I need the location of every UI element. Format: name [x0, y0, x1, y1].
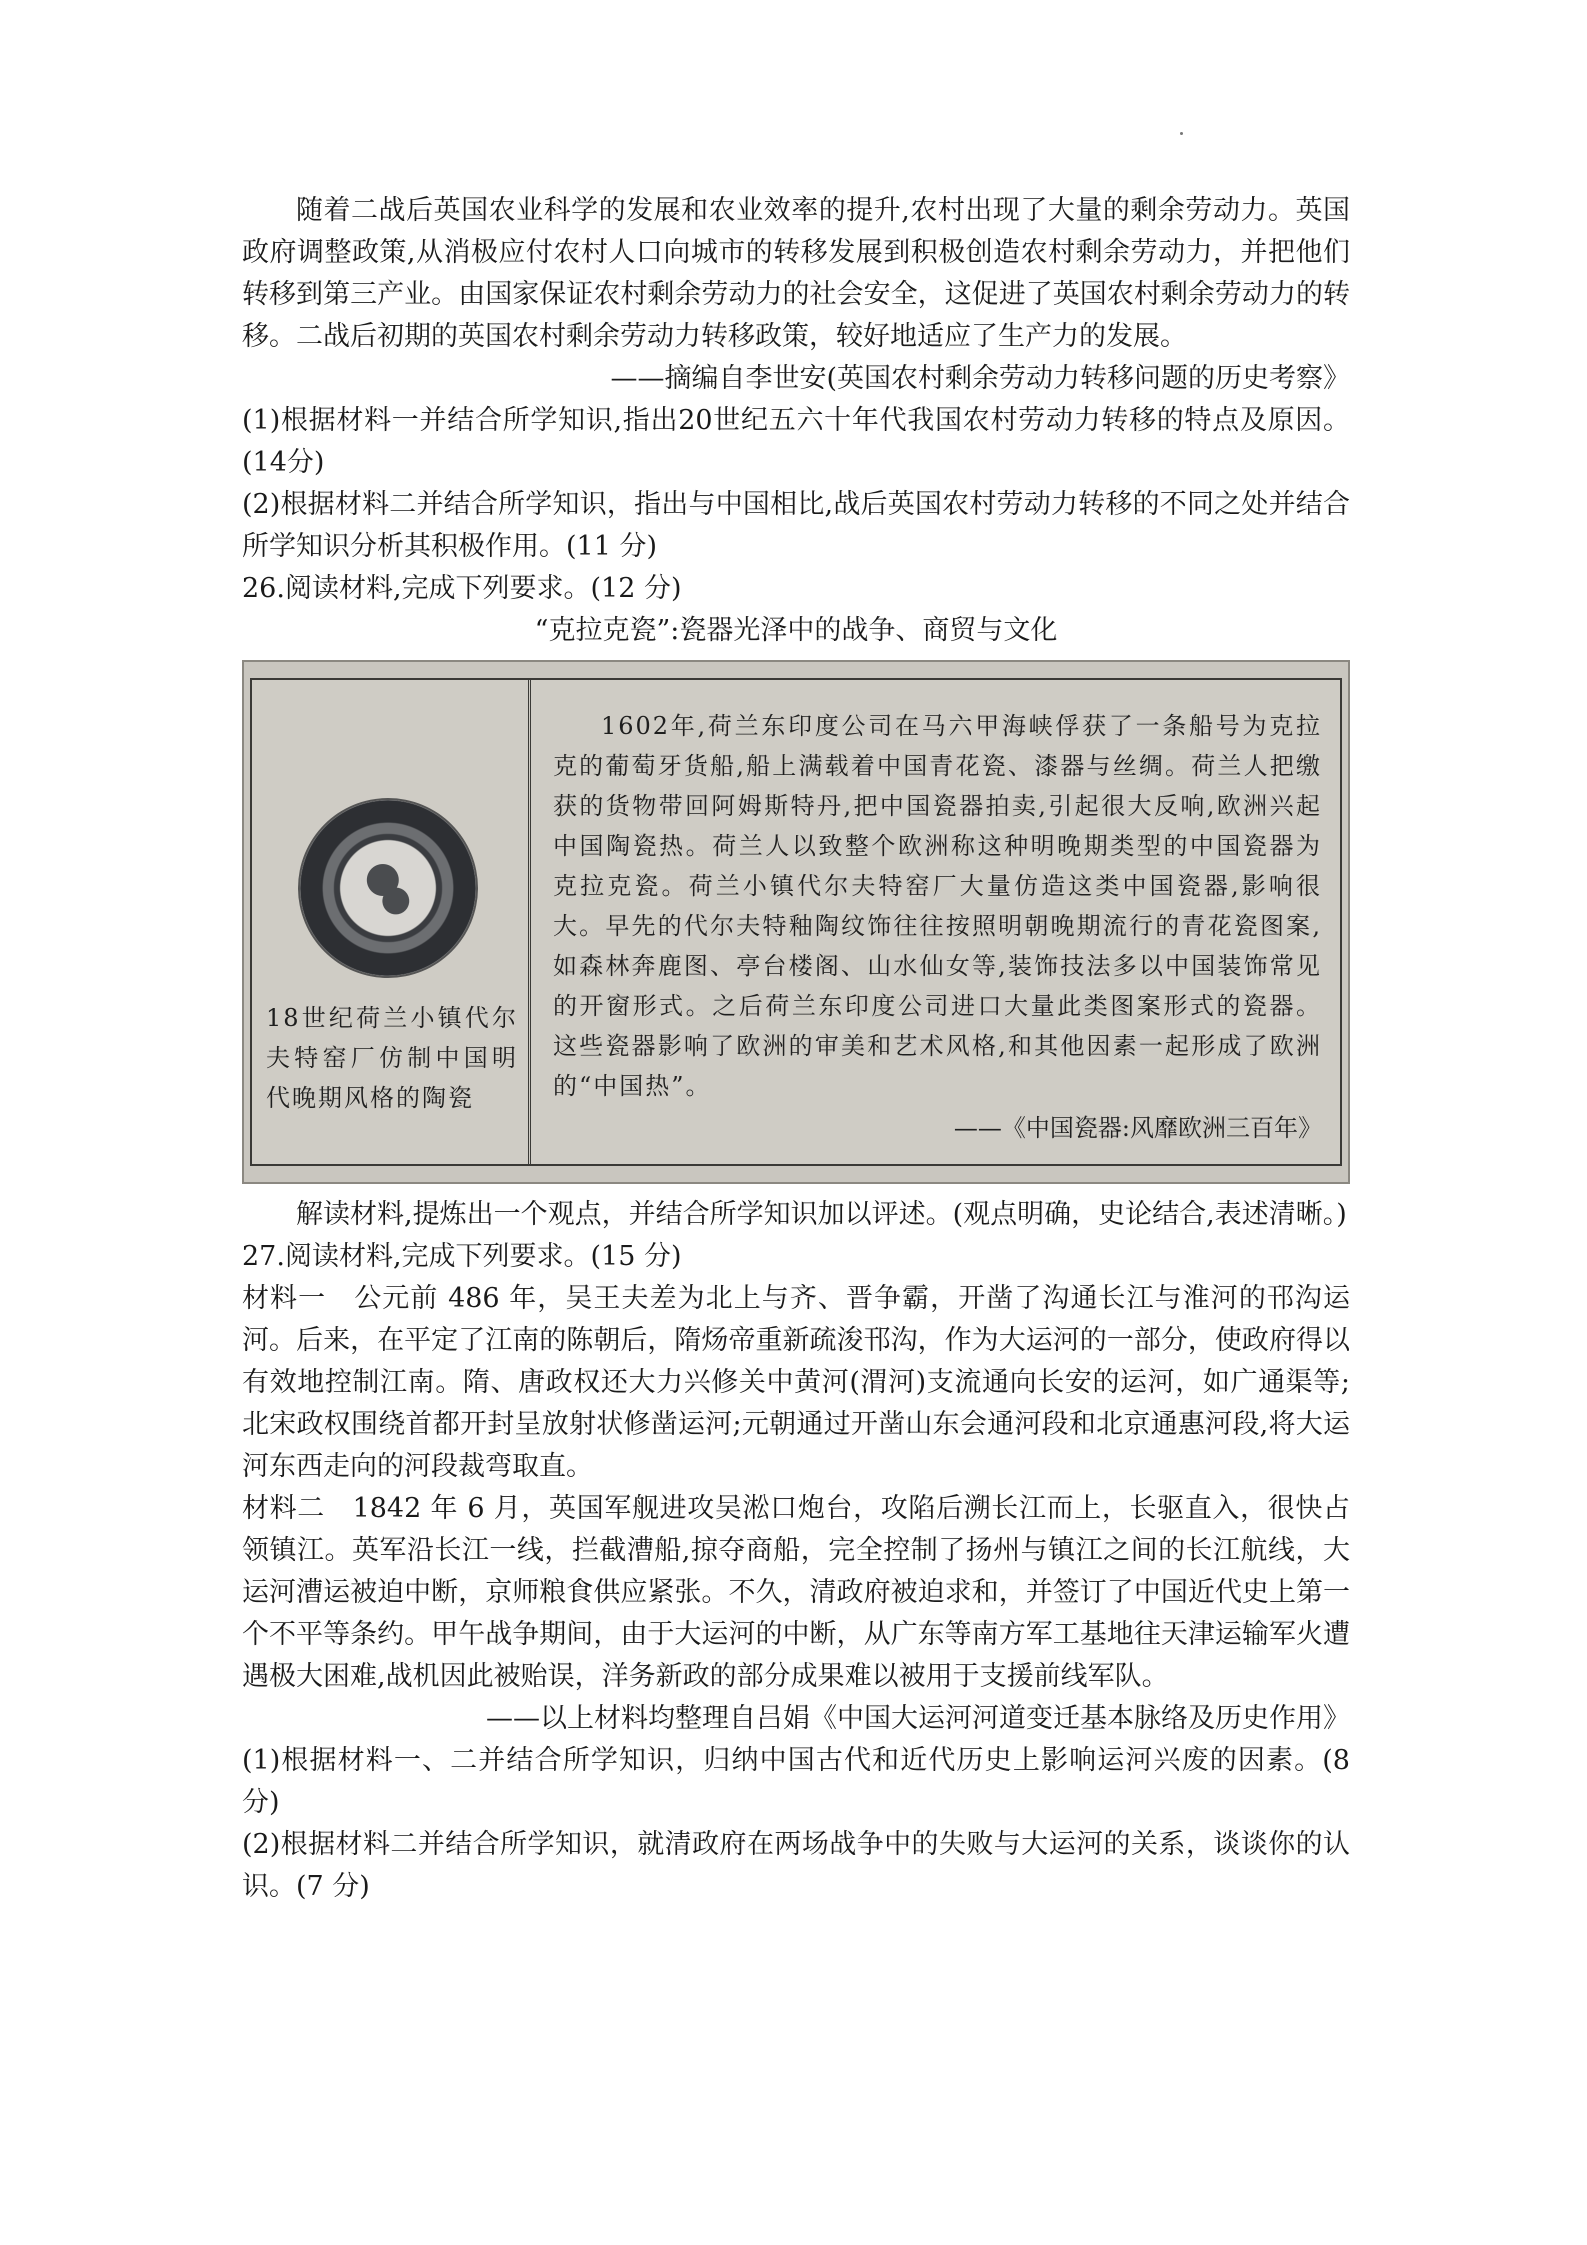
figure-frame [250, 678, 1342, 1166]
material-two-paragraph: 随着二战后英国农业科学的发展和农业效率的提升,农村出现了大量的剩余劳动力。英国政府调整政策,从消极应付农村人口向城市的转移发展到积极创造农村剩余劳动力，并把他们转移到第三产业。由国家保证农村剩余劳动力的社会安全，这促进了英国农村剩余劳动力的转移。二战后初期的英国农村剩余劳动力转移政策，较好地适应了生产力的发展。 [242, 195, 1350, 352]
question-26-heading: 26.阅读材料,完成下列要求。(12 分) [242, 573, 682, 604]
page-content [242, 190, 1350, 1908]
porcelain-figure [242, 660, 1350, 1184]
question-27-part-2: (2)根据材料二并结合所学知识，就清政府在两场战争中的失败与大运河的关系，谈谈你的认识。(7 分) [242, 1829, 1350, 1902]
question-27-part-1: (1)根据材料一、二并结合所学知识，归纳中国古代和近代历史上影响运河兴废的因素。(8 分) [242, 1745, 1350, 1818]
question-26-title: “克拉克瓷”:瓷器光泽中的战争、商贸与文化 [534, 615, 1058, 646]
figure-text: 1602年,荷兰东印度公司在马六甲海峡俘获了一条船号为克拉克的葡萄牙货船,船上满载着中国青花瓷、漆器与丝绸。荷兰人把缴获的货物带回阿姆斯特丹,把中国瓷器拍卖,引起很大反响,欧洲兴起中国陶瓷热。荷兰人以致整个欧洲称这种明晚期类型的中国瓷器为克拉克瓷。荷兰小镇代尔夫特窑厂大量仿造这类中国瓷器,影响很大。早先的代尔夫特釉陶纹饰往往按照明朝晚期流行的青花瓷图案,如森林奔鹿图、亭台楼阁、山水仙女等,装饰技法多以中国装饰常见的开窗形式。之后荷兰东印度公司进口大量此类图案形式的瓷器。这些瓷器影响了欧洲的审美和艺术风格,和其他因素一起形成了欧洲的“中国热”。 [553, 712, 1322, 1100]
question-25-part-2: (2)根据材料二并结合所学知识，指出与中国相比,战后英国农村劳动力转移的不同之处并结合所学知识分析其积极作用。(11 分) [242, 489, 1350, 562]
question-27-material-2: 材料二 1842 年 6 月，英国军舰进攻吴淞口炮台，攻陷后溯长江而上，长驱直入，很快占领镇江。英军沿长江一线，拦截漕船,掠夺商船，完全控制了扬州与镇江之间的长江航线，大运河漕运被迫中断，京师粮食供应紧张。不久，清政府被迫求和，并签订了中国近代史上第一个不平等条约。甲午战争期间，由于大运河的中断，从广东等南方军工基地往天津运输军火遭遇极大困难,战机因此被贻误，洋务新政的部分成果难以被用于支援前线军队。 [242, 1493, 1350, 1692]
plate-motif [362, 852, 414, 922]
delft-plate-image [300, 800, 476, 976]
question-27-source: ——以上材料均整理自吕娟《中国大运河河道变迁基本脉络及历史作用》 [486, 1703, 1350, 1734]
figure-source: ——《中国瓷器:风靡欧洲三百年》 [953, 1114, 1322, 1142]
scan-speck [1180, 132, 1183, 135]
figure-text-column [531, 680, 1340, 1164]
question-27-heading: 27.阅读材料,完成下列要求。(15 分) [242, 1241, 682, 1272]
question-25-part-1: (1)根据材料一并结合所学知识,指出20世纪五六十年代我国农村劳动力转移的特点及原因。(14分) [242, 405, 1350, 478]
figure-caption: 18世纪荷兰小镇代尔夫特窑厂仿制中国明代晚期风格的陶瓷 [266, 1004, 518, 1112]
material-two-source: ——摘编自李世安(英国农村剩余劳动力转移问题的历史考察》 [610, 363, 1350, 394]
question-27-material-1: 材料一 公元前 486 年，吴王夫差为北上与齐、晋争霸，开凿了沟通长江与淮河的邗沟运河。后来，在平定了江南的陈朝后，隋炀帝重新疏浚邗沟，作为大运河的一部分，使政府得以有效地控制江南。隋、唐政权还大力兴修关中黄河(渭河)支流通向长安的运河，如广通渠等;北宋政权围绕首都开封呈放射状修凿运河;元朝通过开凿山东会通河段和北京通惠河段,将大运河东西走向的河段裁弯取直。 [242, 1283, 1350, 1482]
question-26-task: 解读材料,提炼出一个观点，并结合所学知识加以评述。(观点明确，史论结合,表述清晰。) [296, 1199, 1347, 1230]
figure-image-column [252, 680, 531, 1164]
